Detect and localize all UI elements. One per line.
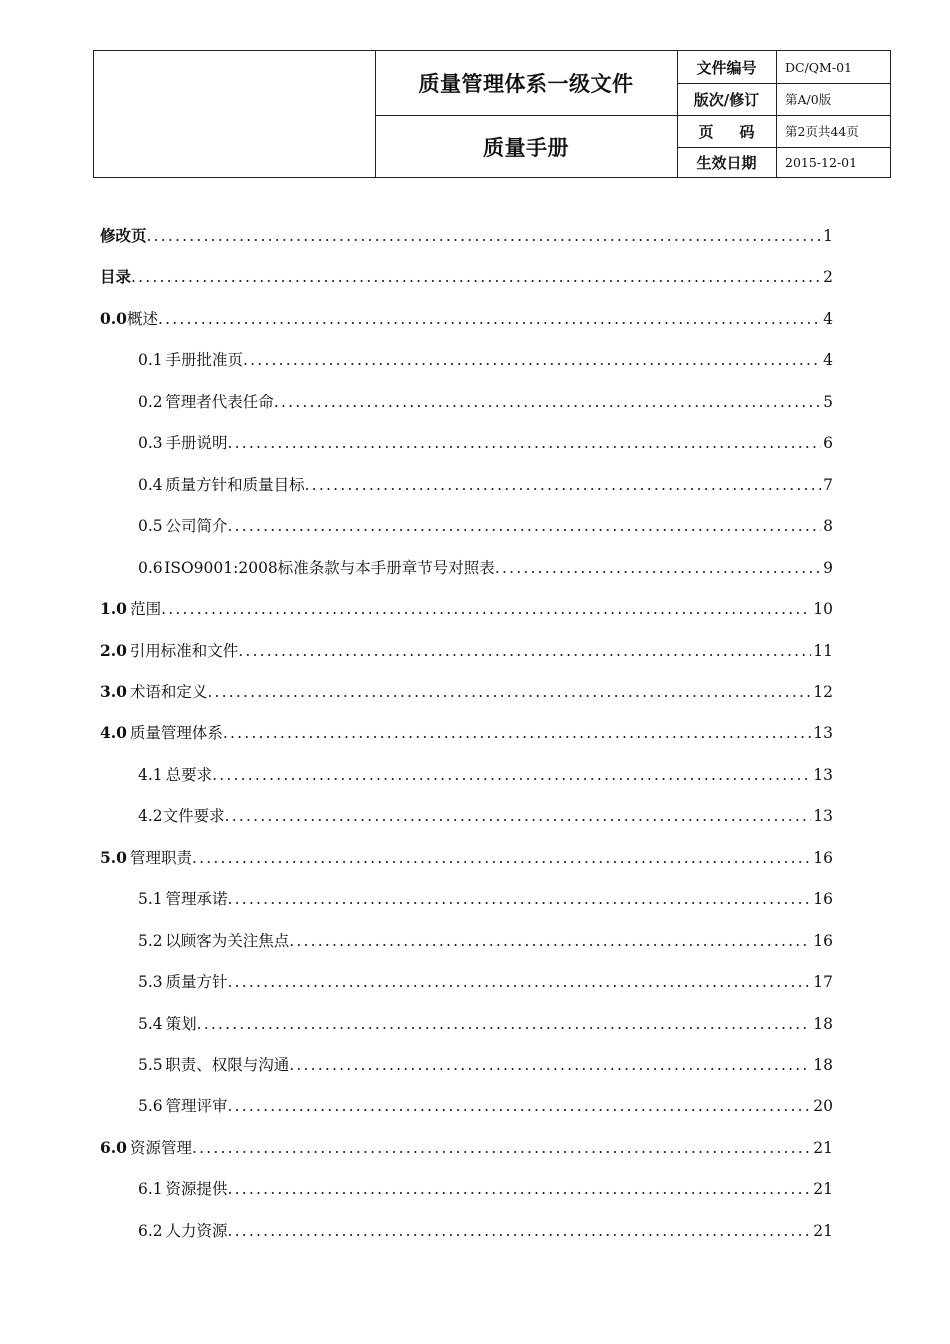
toc-entry-number: 6.2 <box>138 1221 163 1240</box>
document-header-table <box>93 50 891 178</box>
toc-leader-dots <box>131 268 821 286</box>
toc-entry-title: 管理职责 <box>129 848 192 867</box>
toc-leader-dots <box>305 476 821 494</box>
toc-entry-number: 5.6 <box>138 1097 163 1116</box>
toc-entry-title: 管理承诺 <box>165 890 228 909</box>
toc-entry-number: 5.4 <box>138 1014 163 1033</box>
toc-entry[interactable] <box>138 514 833 540</box>
toc-entry-title: 资源提供 <box>165 1180 228 1199</box>
doc-number-value: DC/QM-01 <box>785 59 852 75</box>
toc-entry-page: 4 <box>823 309 833 328</box>
toc-entry-page: 1 <box>823 227 833 245</box>
toc-entry-title: 资源管理 <box>129 1138 192 1157</box>
toc-entry-title: 目录 <box>100 268 132 287</box>
toc-entry-page: 8 <box>823 517 833 536</box>
toc-entry-page: 5 <box>823 392 833 411</box>
effective-date-value: 2015-12-01 <box>785 155 858 170</box>
toc-entry-page: 11 <box>813 641 833 660</box>
toc-entry-page: 13 <box>813 807 833 826</box>
toc-leader-dots <box>228 1180 812 1198</box>
toc-entry[interactable] <box>138 1094 833 1120</box>
toc-leader-dots <box>289 1056 811 1074</box>
toc-leader-dots <box>212 766 811 784</box>
toc-entry[interactable] <box>100 307 833 333</box>
toc-entry-page: 17 <box>813 973 833 992</box>
toc-leader-dots <box>228 517 822 535</box>
toc-entry[interactable] <box>138 763 833 789</box>
toc-entry[interactable] <box>138 887 833 913</box>
toc-entry-page: 4 <box>823 351 833 370</box>
toc-leader-dots <box>158 310 821 328</box>
toc-entry[interactable] <box>138 804 833 830</box>
toc-entry[interactable] <box>138 970 833 996</box>
toc-entry-title: 手册批准页 <box>165 351 243 370</box>
toc-entry-number: 6.1 <box>138 1180 163 1199</box>
toc-entry[interactable] <box>138 1219 833 1245</box>
toc-leader-dots <box>192 849 811 867</box>
toc-entry-title: ISO9001:2008标准条款与本手册章节号对照表 <box>164 558 495 577</box>
manual-title: 质量手册 <box>483 135 569 160</box>
toc-entry[interactable] <box>100 597 833 623</box>
toc-entry-number: 0.5 <box>138 517 163 536</box>
toc-entry-title: 手册说明 <box>165 434 228 453</box>
toc-entry-title: 范围 <box>130 600 162 619</box>
toc-entry-number: 4.0 <box>100 723 127 743</box>
toc-entry[interactable] <box>100 265 833 291</box>
toc-entry-page: 16 <box>813 890 833 909</box>
toc-entry-number: 2.0 <box>100 640 127 660</box>
toc-entry-page: 16 <box>813 848 833 867</box>
toc-leader-dots <box>161 600 811 618</box>
toc-entry-title: 管理者代表任命 <box>165 392 274 411</box>
toc-entry[interactable] <box>138 1053 833 1079</box>
toc-entry-title: 文件要求 <box>162 807 225 826</box>
toc-entry-page: 13 <box>813 724 833 743</box>
toc-entry-title: 人力资源 <box>165 1221 228 1240</box>
toc-entry-number: 0.2 <box>138 392 163 411</box>
toc-entry-number: 5.5 <box>138 1056 163 1074</box>
toc-entry-title: 以顾客为关注焦点 <box>165 931 290 950</box>
toc-entry-number: 0.1 <box>138 351 163 370</box>
toc-leader-dots <box>192 1139 811 1157</box>
toc-entry-number: 4.2 <box>138 807 163 826</box>
effective-date-label: 生效日期 <box>696 154 757 172</box>
toc-leader-dots <box>274 393 821 411</box>
document-level-title: 质量管理体系一级文件 <box>418 72 634 96</box>
toc-leader-dots <box>228 973 812 991</box>
toc-entry[interactable] <box>100 1136 833 1162</box>
toc-entry-page: 16 <box>813 931 833 950</box>
toc-entry-number: 6.0 <box>100 1137 127 1157</box>
toc-entry-title: 质量方针和质量目标 <box>165 475 305 494</box>
toc-leader-dots <box>207 683 811 701</box>
toc-leader-dots <box>228 434 822 452</box>
toc-entry[interactable] <box>138 348 833 374</box>
toc-entry-title: 职责、权限与沟通 <box>165 1056 290 1074</box>
toc-entry[interactable] <box>100 639 833 665</box>
toc-entry-page: 21 <box>813 1221 833 1240</box>
toc-entry-title: 修改页 <box>100 227 147 245</box>
toc-leader-dots <box>243 351 821 369</box>
toc-entry-page: 20 <box>813 1097 833 1116</box>
toc-entry-title: 质量管理体系 <box>129 724 223 743</box>
page-label: 页码 <box>698 122 781 141</box>
toc-entry-page: 18 <box>813 1056 833 1074</box>
toc-entry-page: 18 <box>813 1014 833 1033</box>
toc-leader-dots <box>228 1222 812 1240</box>
toc-entry-number: 0.6 <box>138 558 163 577</box>
toc-entry[interactable] <box>138 473 833 499</box>
toc-entry[interactable] <box>138 390 833 416</box>
toc-entry-number: 5.0 <box>100 847 127 867</box>
revision-value: 第A/0版 <box>785 92 832 107</box>
toc-entry-page: 6 <box>823 434 833 453</box>
toc-entry-number: 4.1 <box>138 765 163 784</box>
toc-entry-number: 0.4 <box>138 475 163 494</box>
toc-entry-title: 概述 <box>126 309 158 328</box>
toc-entry-title: 公司简介 <box>165 517 228 536</box>
toc-entry-page: 21 <box>813 1180 833 1199</box>
toc-entry-title: 术语和定义 <box>129 682 208 701</box>
toc-entry-page: 2 <box>823 268 833 287</box>
toc-entry[interactable] <box>138 431 833 457</box>
revision-label: 版次/修订 <box>693 90 760 109</box>
logo-area <box>94 51 375 178</box>
toc-entry[interactable] <box>100 846 833 872</box>
toc-leader-dots <box>225 807 812 825</box>
toc-entry-page: 12 <box>813 682 833 701</box>
toc-entry-number: 3.0 <box>100 681 127 701</box>
toc-entry-title: 质量方针 <box>165 973 228 992</box>
toc-entry-page: 10 <box>813 600 833 619</box>
toc-entry[interactable] <box>100 721 833 747</box>
toc-entry-title: 总要求 <box>165 765 213 784</box>
toc-entry[interactable] <box>138 1177 833 1203</box>
toc-entry-number: 1.0 <box>100 599 127 619</box>
toc-entry-page: 7 <box>823 475 833 494</box>
toc-leader-dots <box>228 1097 812 1115</box>
toc-entry-number: 0.3 <box>138 434 163 453</box>
toc-entry[interactable] <box>138 556 833 582</box>
toc-leader-dots <box>289 932 811 950</box>
toc-entry[interactable] <box>138 929 833 955</box>
toc-leader-dots <box>197 1015 812 1033</box>
toc-leader-dots <box>223 724 811 742</box>
toc-entry-number: 5.1 <box>138 890 163 909</box>
toc-leader-dots <box>228 890 812 908</box>
toc-entry-number: 0.0 <box>100 308 127 328</box>
toc-entry-title: 策划 <box>165 1014 197 1033</box>
toc-entry-page: 13 <box>813 765 833 784</box>
toc-leader-dots <box>147 227 822 245</box>
toc-entry-page: 9 <box>823 558 833 577</box>
toc-entry-title: 引用标准和文件 <box>129 641 239 660</box>
toc-entry-title: 管理评审 <box>165 1097 228 1116</box>
toc-entry-page: 21 <box>813 1138 833 1157</box>
toc-entry-number: 5.2 <box>138 931 163 950</box>
toc-entry[interactable] <box>100 680 833 706</box>
toc-entry[interactable] <box>138 1012 833 1038</box>
toc-leader-dots <box>238 642 811 660</box>
page-value: 第2页共44页 <box>785 124 859 139</box>
toc-entry-number: 5.3 <box>138 973 163 992</box>
doc-number-label: 文件编号 <box>696 58 757 77</box>
toc-leader-dots <box>495 559 821 577</box>
toc-entry[interactable] <box>100 224 833 250</box>
